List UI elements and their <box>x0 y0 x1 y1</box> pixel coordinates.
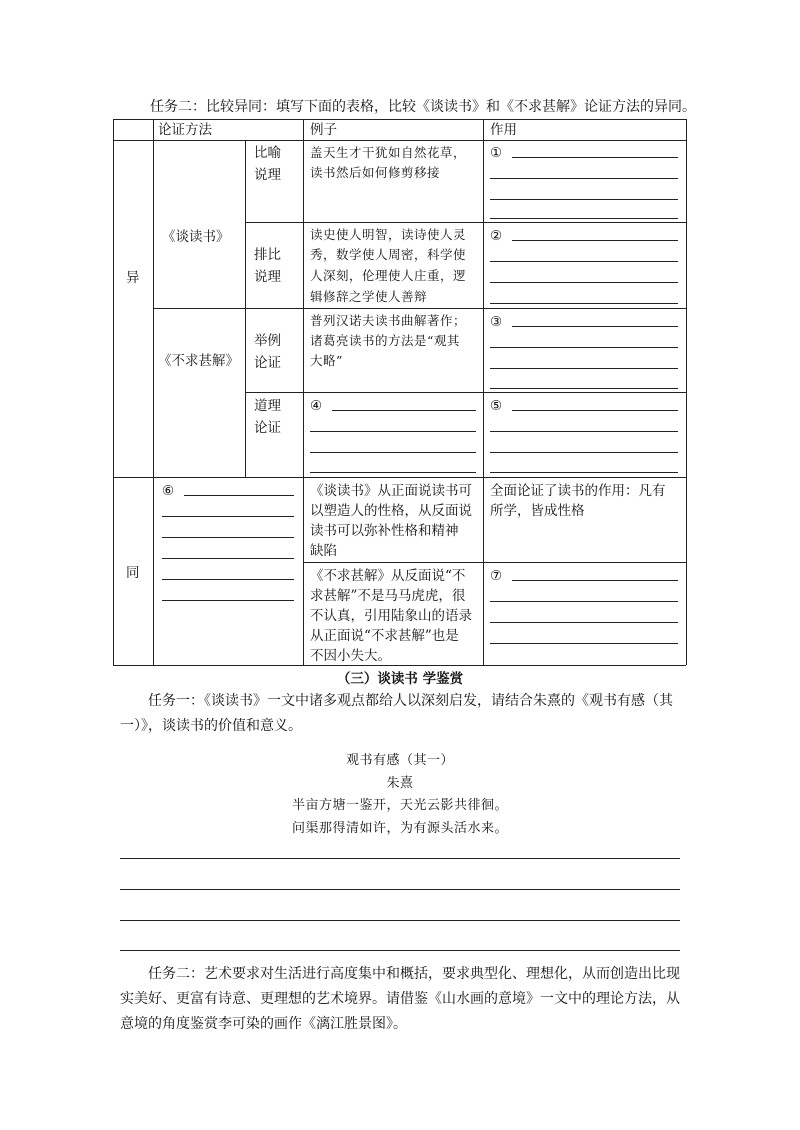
example-3-line2: 诸葛亮读书的方法是“观其 <box>310 333 460 348</box>
blank-line[interactable] <box>310 452 476 453</box>
method-parallel-2: 说理 <box>254 269 281 285</box>
blank-number-5: ⑤ <box>490 398 503 414</box>
same-label: 同 <box>126 565 140 581</box>
diff-label: 异 <box>126 270 140 286</box>
method-parallel-1: 排比 <box>254 247 281 263</box>
blank-line[interactable] <box>332 410 476 411</box>
blank-number-3: ③ <box>490 314 503 330</box>
blank-line[interactable] <box>490 368 678 369</box>
method-example-2: 论证 <box>254 355 281 371</box>
task1-line1: 任务一：《谈读书》一文中诸多观点都给人以深刻启发，请结合朱熹的《观书有感（其 <box>148 693 673 709</box>
blank-line[interactable] <box>162 537 294 538</box>
blank-line[interactable] <box>310 472 476 473</box>
method-metaphor-1: 比喻 <box>254 145 281 161</box>
blank-line[interactable] <box>512 580 678 581</box>
method-reason-1: 道理 <box>254 398 281 414</box>
same-2-line1: 《不求甚解》从反面说“不 <box>310 568 466 584</box>
header-effect: 作用 <box>490 122 517 138</box>
blank-line[interactable] <box>490 178 678 179</box>
same-1-effect-line2: 所学，皆成性格 <box>490 503 585 519</box>
task2b-line3: 意境的角度鉴赏李可染的画作《漓江胜景图》。 <box>120 1016 407 1032</box>
example-3-line3: 大略” <box>310 353 343 368</box>
method-metaphor-2: 说理 <box>254 167 281 183</box>
blank-line[interactable] <box>512 240 678 241</box>
blank-line[interactable] <box>490 601 678 602</box>
blank-number-6: ⑥ <box>162 483 175 499</box>
text-tandushu: 《谈读书》 <box>162 229 230 245</box>
poem-line1: 半亩方塘一鉴开，天光云影共徘徊。 <box>291 798 508 813</box>
blank-line[interactable] <box>162 558 294 559</box>
blank-line[interactable] <box>512 157 678 158</box>
answer-line[interactable] <box>120 858 680 859</box>
task2-intro: 任务二：比较异同：填写下面的表格，比较《谈读书》和《不求甚解》论证方法的异同。 <box>150 99 696 115</box>
method-example-1: 举例 <box>254 333 281 349</box>
blank-line[interactable] <box>490 431 678 432</box>
blank-line[interactable] <box>162 516 294 517</box>
blank-line[interactable] <box>162 600 294 601</box>
example-1-line2: 读书然后如何修剪移接 <box>310 165 441 180</box>
blank-line[interactable] <box>490 622 678 623</box>
section-title: （三）谈读书 学鉴赏 <box>336 671 464 687</box>
blank-line[interactable] <box>310 431 476 432</box>
blank-line[interactable] <box>512 326 678 327</box>
example-3-line1: 普列汉诺夫读书曲解著作； <box>310 313 467 328</box>
same-2-line3: 不认真，引用陆象山的语录 <box>310 608 472 624</box>
same-1-line4: 缺陷 <box>310 543 337 559</box>
task1-line2: 一）》，谈读书的价值和意义。 <box>120 718 302 734</box>
example-2-line4: 辑修辞之学使人善辩 <box>310 289 428 304</box>
same-1-line2: 以塑造人的性格，从反面说 <box>310 503 472 519</box>
same-2-line2: 求甚解”不是马马虎虎，很 <box>310 588 466 604</box>
blank-line[interactable] <box>162 579 294 580</box>
blank-line[interactable] <box>490 261 678 262</box>
answer-line[interactable] <box>120 920 680 921</box>
method-reason-2: 论证 <box>254 420 281 436</box>
blank-line[interactable] <box>490 472 678 473</box>
blank-number-2: ② <box>490 228 503 244</box>
same-1-line1: 《谈读书》从正面说读书可 <box>310 483 472 499</box>
poem-author: 朱熹 <box>386 776 414 791</box>
same-1-line3: 读书可以弥补性格和精神 <box>310 523 459 539</box>
poem-line2: 问渠那得清如许，为有源头活水来。 <box>291 821 508 836</box>
blank-line[interactable] <box>490 452 678 453</box>
blank-line[interactable] <box>490 643 678 644</box>
task2b-line2: 实美好、更富有诗意、更理想的艺术境界。请借鉴《山水画的意境》一文中的理论方法，从 <box>120 991 680 1007</box>
same-2-line5: 不因小失大。 <box>310 648 391 664</box>
example-2-line1: 读史使人明智，读诗使人灵 <box>310 227 467 242</box>
example-2-line3: 人深刻，伦理使人庄重，逻 <box>310 268 467 283</box>
blank-line[interactable] <box>490 388 678 389</box>
answer-line[interactable] <box>120 950 680 951</box>
blank-line[interactable] <box>490 218 678 219</box>
answer-line[interactable] <box>120 889 680 890</box>
text-buqiushenjie: 《不求甚解》 <box>158 353 239 369</box>
blank-number-1: ① <box>490 145 503 161</box>
blank-number-4: ④ <box>310 398 323 414</box>
same-2-line4: 从正面说“不求甚解”也是 <box>310 628 459 644</box>
poem-title: 观书有感（其一） <box>345 753 454 768</box>
example-2-line2: 秀，数学使人周密，科学使 <box>310 247 467 262</box>
blank-line[interactable] <box>490 303 678 304</box>
blank-line[interactable] <box>490 282 678 283</box>
example-1-line1: 盖天生才干犹如自然花草， <box>310 145 467 160</box>
task2b-line1: 任务二：艺术要求对生活进行高度集中和概括，要求典型化、理想化，从而创造出比现 <box>148 966 680 982</box>
blank-number-7: ⑦ <box>490 568 503 584</box>
header-method: 论证方法 <box>158 122 212 138</box>
blank-line[interactable] <box>490 347 678 348</box>
header-example: 例子 <box>310 122 337 138</box>
blank-line[interactable] <box>184 495 294 496</box>
same-1-effect-line1: 全面论证了读书的作用：凡有 <box>490 483 666 499</box>
blank-line[interactable] <box>490 199 678 200</box>
blank-line[interactable] <box>512 410 678 411</box>
